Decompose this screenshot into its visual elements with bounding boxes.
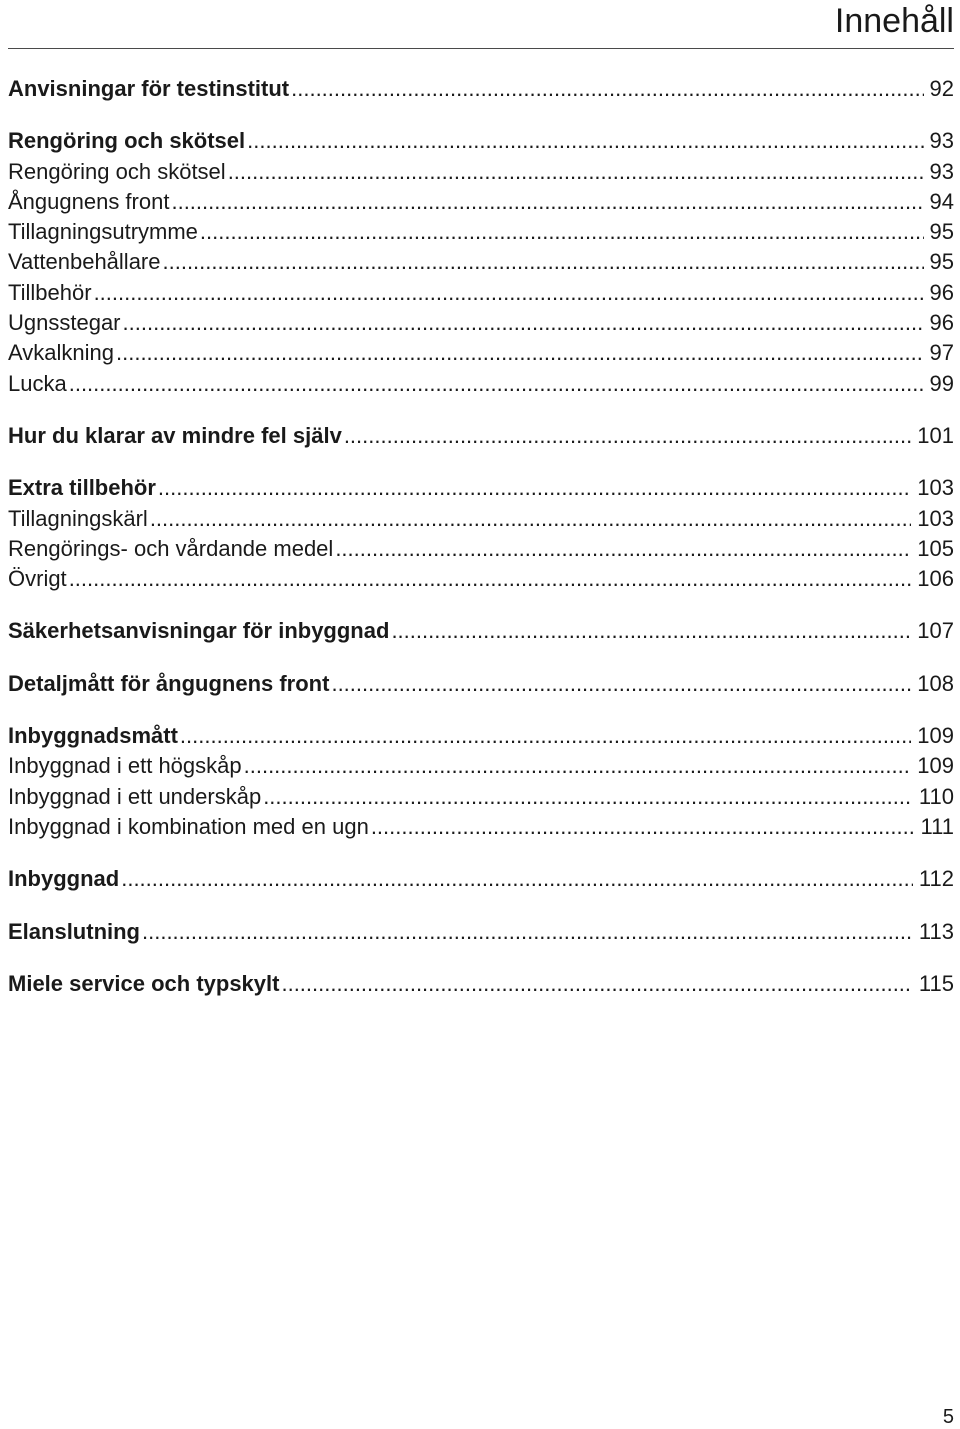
- toc-entry-label: Rengörings- och vårdande medel: [8, 535, 334, 561]
- toc-heading-entry[interactable]: [8, 475, 954, 505]
- toc-sub-entry[interactable]: [8, 249, 954, 279]
- toc-sub-entry[interactable]: [8, 536, 954, 566]
- toc-entry-label: Vattenbehållare: [8, 249, 161, 275]
- toc-entry-page: 93: [929, 158, 954, 184]
- toc-entry-page: 99: [929, 370, 954, 396]
- toc-section: [8, 971, 954, 1001]
- toc-dot-leader: [228, 159, 924, 185]
- toc-dot-leader: [291, 76, 923, 102]
- toc-entry-page: 110: [918, 783, 954, 809]
- toc-entry-label: Rengöring och skötsel: [8, 128, 246, 154]
- toc-entry-label: Anvisningar för testinstitut: [8, 76, 290, 101]
- toc-sub-entry[interactable]: [8, 189, 954, 219]
- toc-sub-entry[interactable]: [8, 159, 954, 189]
- toc-entry-page: 105: [917, 535, 954, 561]
- toc-entry-page: 109: [917, 753, 954, 779]
- toc-dot-leader: [263, 784, 913, 810]
- toc-entry-label: Inbyggnadsmått: [8, 723, 178, 749]
- toc-entry-label: Inbyggnad i kombination med en ugn: [8, 813, 369, 839]
- toc-sub-entry[interactable]: [8, 753, 954, 783]
- toc-section: [8, 76, 954, 106]
- toc-entry-label: Detaljmått för ångugnens front: [8, 670, 330, 696]
- toc-dot-leader: [171, 189, 923, 215]
- toc-dot-leader: [180, 723, 911, 749]
- toc-dot-leader: [150, 506, 911, 532]
- toc-entry-label: Elanslutning: [8, 918, 140, 944]
- toc-sub-entry[interactable]: [8, 371, 954, 401]
- toc-entry-page: 112: [918, 866, 954, 892]
- toc-sub-entry[interactable]: [8, 566, 954, 596]
- toc-entry-label: Tillagningskärl: [8, 505, 148, 531]
- toc-entry-page: 113: [918, 918, 954, 944]
- toc-dot-leader: [69, 371, 924, 397]
- toc-entry-label: Inbyggnad i ett högskåp: [8, 753, 242, 779]
- toc-entry-page: 101: [917, 422, 954, 448]
- toc-entry-label: Ugnsstegar: [8, 310, 121, 336]
- toc-dot-leader: [335, 536, 911, 562]
- toc-entry-label: Övrigt: [8, 566, 67, 592]
- toc-sub-entry[interactable]: [8, 219, 954, 249]
- toc-entry-label: Ångugnens front: [8, 188, 170, 214]
- toc-dot-leader: [344, 423, 911, 449]
- table-of-contents: [8, 76, 954, 1023]
- toc-section: [8, 618, 954, 648]
- toc-entry-page: 96: [929, 279, 954, 305]
- toc-entry-label: Avkalkning: [8, 340, 114, 366]
- toc-section: [8, 671, 954, 701]
- toc-dot-leader: [163, 249, 924, 275]
- toc-section: [8, 128, 954, 401]
- toc-entry-page: 103: [917, 475, 954, 501]
- toc-entry-label: Lucka: [8, 370, 67, 396]
- toc-entry-page: 111: [920, 813, 954, 839]
- toc-entry-page: 94: [929, 188, 954, 214]
- toc-dot-leader: [391, 618, 911, 644]
- toc-entry-page: 115: [918, 970, 954, 996]
- toc-heading-entry[interactable]: [8, 618, 954, 648]
- toc-heading-entry[interactable]: [8, 76, 954, 106]
- toc-sub-entry[interactable]: [8, 814, 954, 844]
- toc-dot-leader: [331, 671, 911, 697]
- toc-entry-page: 103: [917, 505, 954, 531]
- toc-entry-page: 106: [917, 566, 954, 592]
- toc-dot-leader: [123, 310, 924, 336]
- toc-dot-leader: [142, 919, 913, 945]
- toc-dot-leader: [281, 971, 912, 997]
- toc-sub-entry[interactable]: [8, 784, 954, 814]
- toc-entry-page: 92: [929, 76, 954, 101]
- toc-sub-entry[interactable]: [8, 280, 954, 310]
- toc-entry-label: Hur du klarar av mindre fel själv: [8, 422, 342, 448]
- toc-entry-page: 93: [929, 128, 954, 154]
- title-divider: [8, 48, 954, 49]
- toc-entry-label: Inbyggnad i ett underskåp: [8, 783, 262, 809]
- toc-heading-entry[interactable]: [8, 423, 954, 453]
- toc-heading-entry[interactable]: [8, 128, 954, 158]
- toc-sub-entry[interactable]: [8, 340, 954, 370]
- toc-sub-entry[interactable]: [8, 506, 954, 536]
- toc-section: [8, 423, 954, 453]
- toc-dot-leader: [158, 475, 911, 501]
- toc-entry-label: Inbyggnad: [8, 866, 120, 892]
- toc-entry-page: 95: [929, 249, 954, 275]
- toc-entry-page: 96: [929, 310, 954, 336]
- toc-dot-leader: [94, 280, 924, 306]
- page-title: Innehåll: [834, 2, 954, 40]
- toc-entry-label: Säkerhetsanvisningar för inbyggnad: [8, 618, 390, 644]
- toc-section: [8, 866, 954, 896]
- toc-entry-label: Rengöring och skötsel: [8, 158, 226, 184]
- toc-entry-page: 107: [917, 618, 954, 644]
- toc-dot-leader: [116, 340, 924, 366]
- toc-entry-label: Extra tillbehör: [8, 475, 156, 501]
- toc-entry-label: Tillbehör: [8, 279, 92, 305]
- toc-dot-leader: [200, 219, 924, 245]
- toc-entry-page: 95: [929, 219, 954, 245]
- toc-section: [8, 919, 954, 949]
- toc-entry-page: 109: [917, 723, 954, 749]
- toc-heading-entry[interactable]: [8, 671, 954, 701]
- toc-section: [8, 723, 954, 844]
- toc-dot-leader: [247, 128, 923, 154]
- toc-entry-label: Miele service och typskylt: [8, 970, 280, 996]
- toc-dot-leader: [69, 566, 912, 592]
- toc-entry-page: 97: [929, 340, 954, 366]
- toc-dot-leader: [371, 814, 915, 840]
- toc-heading-entry[interactable]: [8, 971, 954, 1001]
- toc-section: [8, 475, 954, 596]
- toc-heading-entry[interactable]: [8, 866, 954, 896]
- toc-dot-leader: [121, 866, 913, 892]
- toc-entry-label: Tillagningsutrymme: [8, 219, 198, 245]
- toc-dot-leader: [244, 753, 912, 779]
- toc-entry-page: 108: [917, 670, 954, 696]
- toc-heading-entry[interactable]: [8, 723, 954, 753]
- toc-sub-entry[interactable]: [8, 310, 954, 340]
- toc-heading-entry[interactable]: [8, 919, 954, 949]
- page-number: 5: [942, 1406, 954, 1428]
